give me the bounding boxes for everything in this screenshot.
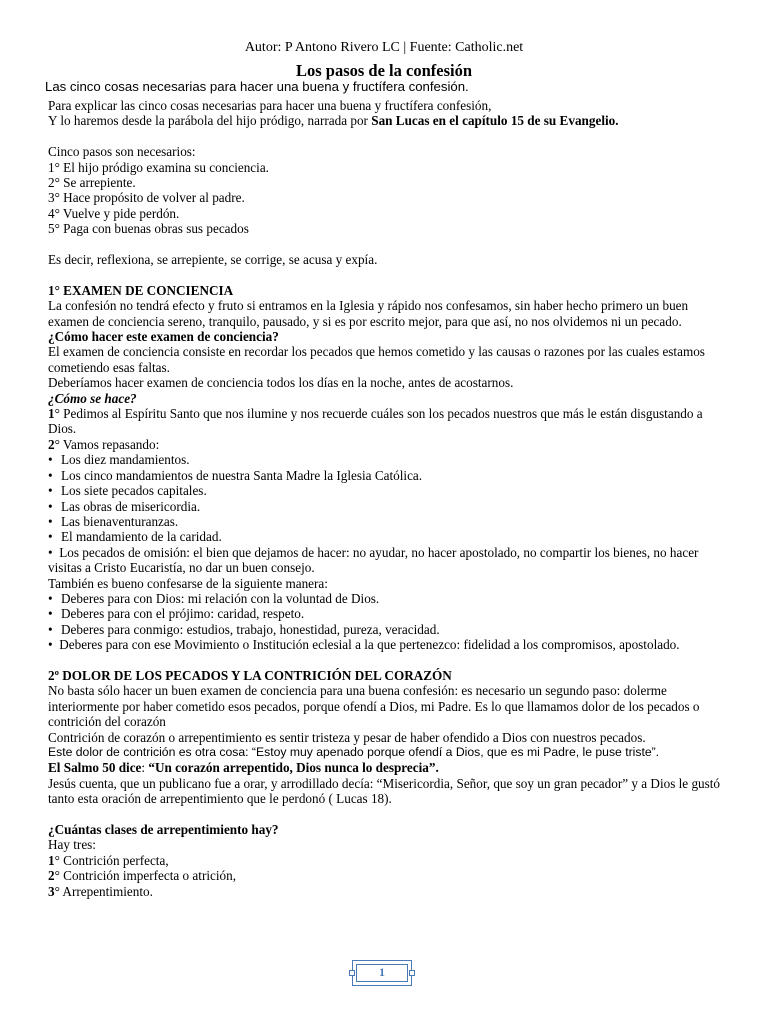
point-number: 1 bbox=[48, 406, 55, 422]
bullet-icon: • bbox=[48, 544, 60, 560]
step-item: 2° Se arrepiente. bbox=[48, 175, 136, 191]
section3-answer: Hay tres: bbox=[48, 837, 96, 853]
gospel-reference: San Lucas en el capítulo 15 de su Evangelio. bbox=[371, 113, 619, 129]
bullet-icon: • bbox=[48, 483, 53, 499]
step-item: 3° Hace propósito de volver al padre. bbox=[48, 190, 245, 206]
list-item-text: Las obras de misericordia. bbox=[61, 498, 201, 514]
list-item-wrapped bbox=[48, 637, 724, 652]
list-item-text: Los diez mandamientos. bbox=[61, 452, 190, 468]
psalm-label: El Salmo 50 dice bbox=[48, 760, 142, 776]
intro-line-1: Para explicar las cinco cosas necesarias para hacer una buena y fructífera confesión, bbox=[48, 98, 492, 113]
section2-heading: 2º DOLOR DE LOS PECADOS Y LA CONTRICIÓN DEL CORAZÓN bbox=[48, 667, 452, 683]
bullet-icon: • bbox=[48, 621, 53, 637]
list-item bbox=[48, 499, 724, 514]
summary: Es decir, reflexiona, se arrepiente, se corrige, se acusa y expía. bbox=[48, 252, 378, 268]
list-item-text: Deberes para con el prójimo: caridad, respeto. bbox=[61, 606, 305, 622]
section1-para3: Deberíamos hacer examen de conciencia todos los días en la noche, antes de acostarnos. bbox=[48, 375, 514, 391]
contrition-type bbox=[48, 868, 724, 883]
item-text: ° Contrición imperfecta o atrición, bbox=[54, 868, 237, 884]
list-item-text: Las bienaventuranzas. bbox=[61, 513, 179, 529]
step-item: 4° Vuelve y pide perdón. bbox=[48, 205, 180, 221]
intro-line-2-text: Y lo haremos desde la parábola del hijo pródigo, narrada por bbox=[48, 113, 372, 129]
section1-point2 bbox=[48, 437, 724, 452]
document-title: Los pasos de la confesión bbox=[295, 61, 473, 80]
list-item-text: El mandamiento de la caridad. bbox=[61, 529, 222, 545]
point-number: 2 bbox=[48, 436, 55, 452]
section3-question: ¿Cuántas clases de arrepentimiento hay? bbox=[48, 822, 279, 838]
list-item bbox=[48, 452, 724, 467]
bullet-icon: • bbox=[48, 637, 60, 653]
list-item bbox=[48, 483, 724, 498]
section2-para2: Contrición de corazón o arrepentimiento es sentir tristeza y pesar de haber ofendido a Dios con nuestros pecados. bbox=[48, 729, 646, 745]
psalm-text: “Un corazón arrepentido, Dios nunca lo desprecia”. bbox=[148, 760, 439, 776]
intro-line-2 bbox=[48, 113, 724, 128]
bullet-icon: • bbox=[48, 452, 53, 468]
bullet-icon: • bbox=[48, 513, 53, 529]
list-item bbox=[48, 514, 724, 529]
section1-point1 bbox=[48, 406, 724, 437]
section1-para1: La confesión no tendrá efecto y fruto si entramos en la Iglesia y rápido nos confesamos, sin haber hecho primero un buen examen de conciencia sereno, tranquilo, pausado, y si es por escrito mejor, para que así, no nos olvidemos ni un pecado. bbox=[48, 298, 689, 329]
psalm-colon: : bbox=[141, 760, 149, 776]
section2-para1: No basta sólo hacer un buen examen de conciencia para una buena confesión: es necesario un segundo paso: dolerme interiormente por haber cometido esos pecados, porque ofendí a Dios, mi Padre. Es lo que llamamos dolor de los pecados o contrición del corazón bbox=[48, 683, 700, 730]
step-item: 5° Paga con buenas obras sus pecados bbox=[48, 221, 249, 237]
list-item bbox=[48, 529, 724, 544]
list-item bbox=[48, 606, 724, 621]
section2-para3: Este dolor de contrición es otra cosa: “Estoy muy apenado porque ofendí a Dios, que es mi Padre, le puse triste”. bbox=[48, 745, 660, 759]
bullet-icon: • bbox=[48, 606, 53, 622]
section1-also: También es bueno confesarse de la siguiente manera: bbox=[48, 575, 328, 591]
bullet-icon: • bbox=[48, 590, 53, 606]
item-number: 1 bbox=[48, 852, 55, 868]
author-line: Autor: P Antono Rivero LC | Fuente: Catholic.net bbox=[244, 40, 524, 55]
psalm-quote bbox=[48, 760, 724, 775]
item-text: ° Arrepentimiento. bbox=[54, 883, 153, 899]
list-item-text: Deberes para con ese Movimiento o Institución eclesial a la que pertenezco: fidelidad a los compromisos, apostolado. bbox=[59, 637, 680, 653]
section1-para2: El examen de conciencia consiste en recordar los pecados que hemos cometido y las causas o razones por las cuales estamos cometiendo esas faltas. bbox=[48, 344, 705, 375]
list-item bbox=[48, 622, 724, 637]
point-text: ° Vamos repasando: bbox=[54, 436, 160, 452]
document-body bbox=[48, 98, 724, 899]
page-number-box bbox=[352, 960, 412, 986]
item-text: ° Contrición perfecta, bbox=[54, 852, 169, 868]
list-item-text: Los cinco mandamientos de nuestra Santa Madre la Iglesia Católica. bbox=[61, 467, 423, 483]
section1-question2: ¿Cómo se hace? bbox=[48, 390, 137, 406]
bullet-icon: • bbox=[48, 529, 53, 545]
document-subtitle: Las cinco cosas necesarias para hacer una buena y fructífera confesión. bbox=[45, 79, 469, 94]
list-item-text: Los siete pecados capitales. bbox=[61, 483, 207, 499]
section1-heading: 1° EXAMEN DE CONCIENCIA bbox=[48, 282, 234, 298]
bullet-icon: • bbox=[48, 467, 53, 483]
step-item: 1° El hijo pródigo examina su conciencia. bbox=[48, 159, 269, 175]
contrition-type bbox=[48, 884, 724, 899]
steps-intro: Cinco pasos son necesarios: bbox=[48, 144, 196, 160]
list-item-text: Deberes para conmigo: estudios, trabajo, honestidad, pureza, veracidad. bbox=[61, 621, 440, 637]
item-number: 2 bbox=[48, 868, 55, 884]
bullet-icon: • bbox=[48, 498, 53, 514]
section2-para4: Jesús cuenta, que un publicano fue a orar, y arrodillado decía: “Misericordia, Señor, que soy un gran pecador” y a Dios le gustó tanto esta oración de arrepentimiento que le perdonó ( Lucas 18). bbox=[48, 775, 721, 807]
list-item-text: Deberes para con Dios: mi relación con la voluntad de Dios. bbox=[61, 590, 380, 606]
list-item-wrapped bbox=[48, 545, 724, 576]
point-text: ° Pedimos al Espíritu Santo que nos ilumine y nos recuerde cuáles son los pecados nuestros que más le están disgustando a Dios. bbox=[48, 406, 703, 437]
list-item-text: Los pecados de omisión: el bien que dejamos de hacer: no ayudar, no hacer apostolado, no compartir los bienes, no hacer visitas a Cristo Eucaristía, no dar un buen consejo. bbox=[48, 544, 699, 576]
section1-question1: ¿Cómo hacer este examen de conciencia? bbox=[48, 329, 279, 345]
page-number: 1 bbox=[379, 965, 385, 979]
contrition-type bbox=[48, 853, 724, 868]
list-item bbox=[48, 468, 724, 483]
item-number: 3 bbox=[48, 883, 55, 899]
list-item bbox=[48, 591, 724, 606]
